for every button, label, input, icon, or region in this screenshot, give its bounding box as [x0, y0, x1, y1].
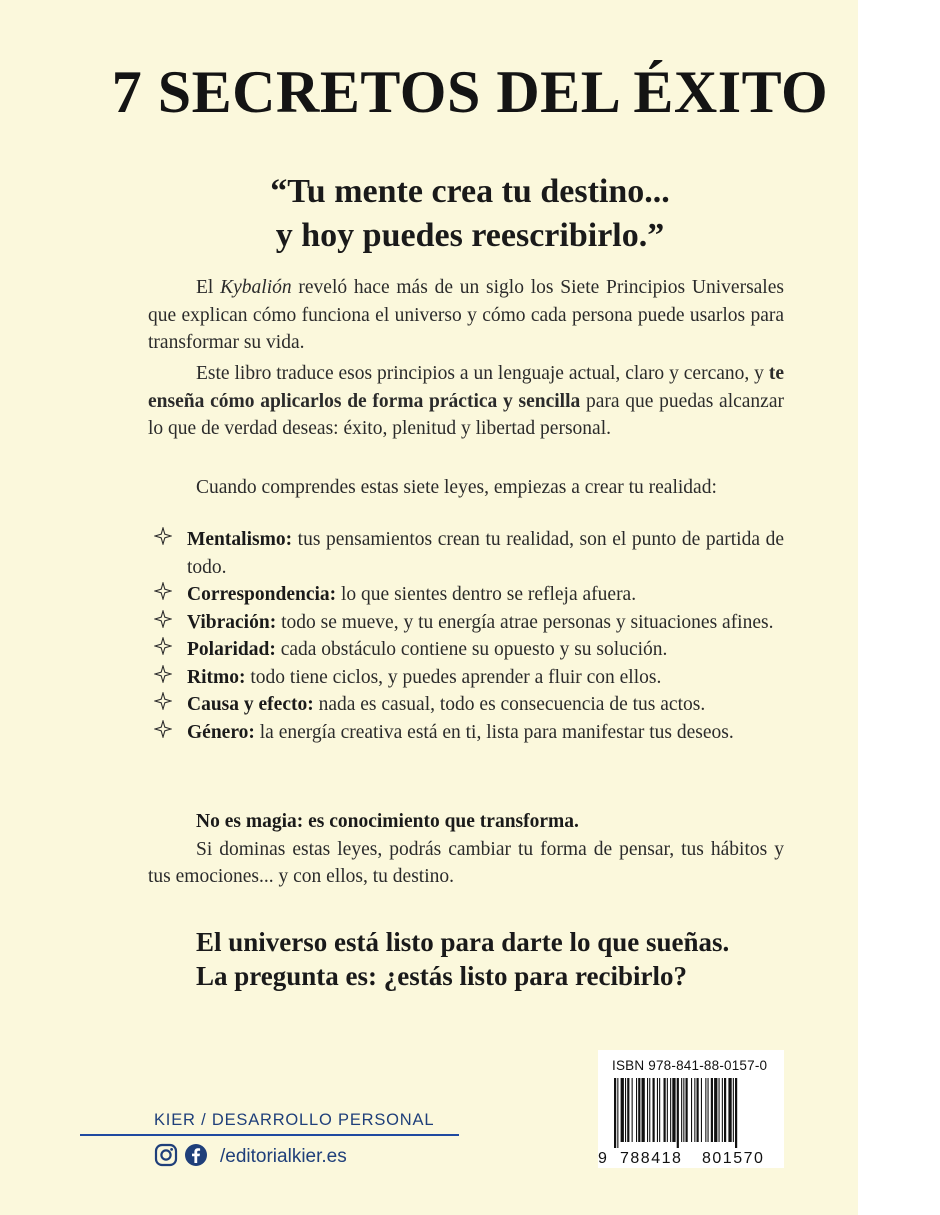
book-title: 7 SECRETOS DEL ÉXITO — [111, 59, 829, 125]
barcode-bar — [664, 1078, 666, 1142]
barcode-bar — [722, 1078, 723, 1142]
barcode-bar — [724, 1078, 726, 1142]
instagram-icon[interactable] — [154, 1143, 178, 1172]
star-bullet-icon — [154, 609, 178, 637]
barcode-bar — [728, 1078, 731, 1142]
barcode-bar — [686, 1078, 688, 1142]
barcode-bar — [719, 1078, 720, 1142]
outro-text: Si dominas estas leyes, podrás cambiar tu forma de pensar, tus hábitos y tus emociones... y con ellos, tu destino. — [148, 838, 784, 887]
barcode-bar — [733, 1078, 734, 1142]
principle-item: Ritmo: todo tiene ciclos, y puedes aprender a fluir con ellos. — [154, 664, 784, 692]
barcode-bar — [701, 1078, 702, 1142]
closing-line-1: El universo está listo para darte lo que sueñas. — [196, 927, 730, 957]
barcode-bar — [617, 1078, 618, 1148]
barcode-bar — [708, 1078, 709, 1142]
barcode-bar — [714, 1078, 717, 1142]
barcode-bar — [683, 1078, 684, 1142]
star-bullet-icon — [154, 581, 178, 609]
barcode-bar — [638, 1078, 640, 1142]
quote-line-1: “Tu mente crea tu destino... — [270, 173, 670, 210]
ean-right-digits: 801570 — [702, 1150, 765, 1167]
star-bullet-icon — [154, 526, 178, 554]
principles-list — [154, 526, 784, 746]
barcode-bar — [625, 1078, 626, 1142]
barcode-bar — [647, 1078, 648, 1142]
barcode-bar — [627, 1078, 629, 1142]
intro-paragraph-3: Cuando comprendes estas siete leyes, empiezas a crear tu realidad: — [196, 477, 717, 498]
barcode-bar — [614, 1078, 616, 1148]
barcode — [612, 1078, 782, 1148]
barcode-bar — [735, 1078, 737, 1148]
barcode-bar — [653, 1078, 655, 1142]
principle-item: Mentalismo: tus pensamientos crean tu realidad, son el punto de partida de todo. — [154, 526, 784, 581]
intro-paragraph-1: El Kybalión reveló hace más de un siglo los Siete Principios Universales que explican cómo funciona el universo y cómo cada persona puede usarlos para transformar su vida. — [148, 277, 784, 353]
quote-block — [0, 170, 940, 258]
principle-item: Género: la energía creativa está en ti, lista para manifestar tus deseos. — [154, 719, 784, 747]
kybalion-title: Kybalión — [220, 277, 292, 298]
barcode-bar — [632, 1078, 633, 1142]
isbn-label: ISBN 978-841-88-0157-0 — [612, 1058, 768, 1073]
star-bullet-icon — [154, 664, 178, 692]
outro-lead: No es magia: es conocimiento que transforma. — [196, 811, 579, 832]
barcode-bar — [711, 1078, 713, 1142]
principle-item: Causa y efecto: nada es casual, todo es consecuencia de tus actos. — [154, 691, 784, 719]
ean-first-digit: 9 — [598, 1150, 607, 1167]
principle-item: Polaridad: cada obstáculo contiene su opuesto y su solución. — [154, 636, 784, 664]
barcode-bar — [691, 1078, 692, 1142]
barcode-bar — [657, 1078, 658, 1142]
social-links — [154, 1143, 347, 1171]
barcode-bar — [649, 1078, 650, 1142]
publisher-line: KIER / DESARROLLO PERSONAL — [154, 1111, 435, 1129]
social-handle[interactable]: /editorialkier.es — [220, 1146, 347, 1167]
barcode-bar — [705, 1078, 706, 1142]
barcode-bar — [697, 1078, 699, 1142]
page-edge — [858, 0, 940, 1215]
outro-paragraph — [148, 808, 784, 891]
facebook-icon[interactable] — [184, 1143, 208, 1172]
barcode-bar — [667, 1078, 668, 1142]
barcode-bar — [659, 1078, 660, 1142]
principle-item: Correspondencia: lo que sientes dentro se refleja afuera. — [154, 581, 784, 609]
barcode-bar — [636, 1078, 637, 1142]
barcode-bar — [642, 1078, 645, 1142]
principle-item: Vibración: todo se mueve, y tu energía atrae personas y situaciones afines. — [154, 609, 784, 637]
barcode-bar — [694, 1078, 695, 1142]
star-bullet-icon — [154, 719, 178, 747]
barcode-bar — [670, 1078, 671, 1142]
intro-paragraph-2: Este libro traduce esos principios a un lenguaje actual, claro y cercano, y te enseña cómo aplicarlos de forma práctica y sencilla para que puedas alcanzar lo que de verdad deseas: éxito, plenitud y libertad personal. — [148, 363, 784, 439]
barcode-bar — [677, 1078, 679, 1148]
intro-emphasis: te enseña cómo aplicarlos de forma práctica y sencilla — [148, 363, 784, 412]
star-bullet-icon — [154, 636, 178, 664]
quote-line-2: y hoy puedes reescribirlo.” — [275, 217, 665, 254]
star-bullet-icon — [154, 691, 178, 719]
ean-left-digits: 788418 — [620, 1150, 683, 1167]
barcode-bar — [681, 1078, 682, 1142]
barcode-bar — [672, 1078, 675, 1142]
barcode-bar — [621, 1078, 624, 1142]
publisher-divider — [80, 1134, 459, 1136]
closing-statement — [196, 925, 729, 993]
closing-line-2: La pregunta es: ¿estás listo para recibirlo? — [196, 961, 687, 991]
